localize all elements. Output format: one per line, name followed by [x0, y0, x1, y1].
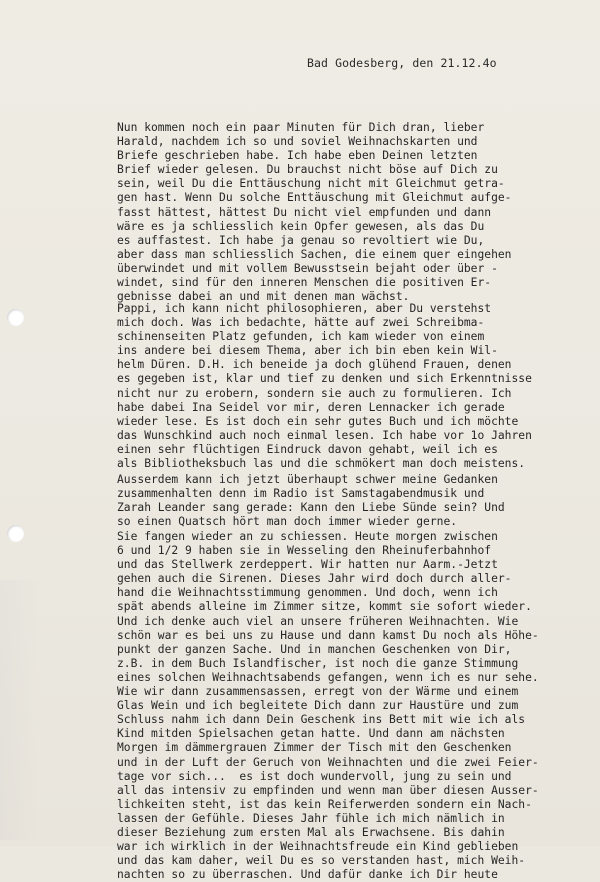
text-line: Ausserdem kann ich jetzt überhaupt schwer meine Gedanken — [117, 473, 498, 486]
text-line: es gegeben ist, klar und tief zu denken und sich Erkenntnisse — [117, 372, 532, 386]
text-line: hand die Weihnachtsstimmung genommen. Und doch, wenn ich — [117, 586, 498, 600]
text-line: war ich wirklich in der Weihnachtsfreude ein Kind geblieben — [117, 840, 519, 854]
text-line: 6 und 1/2 9 haben sie in Wesseling den Rheinuferbahnhof — [117, 544, 492, 558]
text-line: helm Düren. D.H. ich beneide ja doch glühend Frauen, denen — [117, 358, 512, 372]
text-line: gen hast. Wenn Du solche Enttäuschung mit Gleichmut aufge- — [117, 191, 512, 205]
text-line: ins andere bei diesem Thema, aber ich bin eben kein Wil- — [117, 344, 498, 358]
text-line: das Wunschkind auch noch einmal lesen. Ich habe vor 1o Jahren — [117, 428, 532, 442]
text-line: wieder lese. Es ist doch ein sehr gutes Buch und ich möchte — [117, 414, 519, 428]
text-line: Pappi, ich kann nicht philosophieren, aber Du verstehst — [117, 302, 492, 315]
text-line: nicht nur zu erobern, sondern sie auch zu formulieren. Ich — [117, 386, 512, 400]
text-line: Wie wir dann zusammensassen, erregt von der Wärme und einem — [117, 685, 519, 699]
paragraph-1 — [117, 121, 593, 304]
text-line: punkt der ganzen Sache. Und in manchen Geschenken von Dir, — [117, 642, 512, 656]
text-line: überwindet und mit vollem Bewusstsein bejaht oder über - — [117, 261, 498, 275]
text-line: fasst hättest, hättest Du nicht viel empfunden und dann — [117, 205, 492, 219]
text-line: Morgen im dämmergrauen Zimmer der Tisch mit den Geschenken — [117, 741, 512, 755]
text-line: Glas Wein und ich begleitete Dich dann zur Haustüre und zum — [117, 699, 519, 713]
paragraph-3 — [117, 473, 593, 529]
text-line: lassen der Gefühle. Dieses Jahr fühle ich mich nämlich in — [117, 811, 505, 825]
text-line: und das Stellwerk zerdeppert. Wir hatten nur Aarm.-Jetzt — [117, 558, 498, 572]
text-line: gebnisse dabei an und mit denen man wächst. — [117, 290, 410, 304]
text-line: wäre es ja schliesslich kein Opfer gewesen, als das Du — [117, 219, 485, 233]
text-line: all das intensiv zu empfinden und wenn man über diesen Ausser- — [117, 783, 539, 797]
text-line: zusammenhalten denn im Radio ist Samstagabendmusik und — [117, 487, 485, 501]
text-line: habe dabei Ina Seidel vor mir, deren Lennacker ich gerade — [117, 400, 505, 414]
paragraph-2 — [117, 302, 593, 471]
text-line: so einen Quatsch hört man doch immer wieder gerne. — [117, 515, 458, 529]
text-line: aber dass man schliesslich Sachen, die einem quer eingehen — [117, 247, 512, 261]
punch-hole-top — [7, 309, 24, 326]
text-line: gehen auch die Sirenen. Dieses Jahr wird doch durch aller- — [117, 572, 512, 586]
paper-bleed-through — [0, 580, 40, 840]
text-line: schön war es bei uns zu Hause und dann kamst Du noch als Höhe- — [117, 628, 539, 642]
text-line: Kind mitden Spielsachen getan hatte. Und dann am nächsten — [117, 727, 505, 741]
text-line: und das kam daher, weil Du es so verstanden hast, mich Weih- — [117, 854, 526, 868]
text-line: eines solchen Weihnachtsabends gefangen, wenn ich es nur sehe. — [117, 670, 539, 684]
text-line: Briefe geschrieben habe. Ich habe eben Deinen letzten — [117, 149, 478, 163]
text-line: lichkeiten steht, ist das kein Reiferwerden sondern ein Nach- — [117, 797, 532, 811]
text-line: z.B. in dem Buch Islandfischer, ist noch die ganze Stimmung — [117, 656, 519, 670]
text-line: schinenseiten Platz gefunden, ich kam wieder von einem — [117, 330, 485, 344]
text-line: nachten so zu überraschen. Und dafür danke ich Dir heute — [117, 868, 498, 882]
text-line: Brief wieder gelesen. Du brauchst nicht böse auf Dich zu — [117, 163, 498, 177]
text-line: Sie fangen wieder an zu schiessen. Heute morgen zwischen — [117, 530, 498, 543]
text-line: windet, sind für den inneren Menschen die positiven Er- — [117, 276, 492, 290]
text-line: Harald, nachdem ich so und soviel Weihnachskarten und — [117, 135, 478, 149]
text-line: Schluss nahm ich dann Dein Geschenk ins Bett mit wie ich als — [117, 713, 526, 727]
text-line: Nun kommen noch ein paar Minuten für Dich dran, lieber — [117, 121, 485, 134]
text-line: Zarah Leander sang gerade: Kann den Liebe Sünde sein? Und — [117, 501, 505, 515]
text-line: tage vor sich... es ist doch wundervoll, jung zu sein und — [117, 769, 512, 783]
punch-hole-bottom — [7, 525, 24, 542]
text-line: sein, weil Du die Enttäuschung nicht mit Gleichmut getra- — [117, 177, 505, 191]
text-line: dieser Beziehung zum ersten Mal als Erwachsene. Bis dahin — [117, 825, 505, 839]
text-line: Und ich denke auch viel an unsere früheren Weihnachten. Wie — [117, 614, 519, 628]
text-line: mich doch. Was ich bedachte, hätte auf zwei Schreibma- — [117, 316, 485, 330]
paragraph-4 — [117, 530, 593, 882]
text-line: einen sehr flüchtigen Eindruck davon gehabt, weil ich es — [117, 442, 498, 456]
text-line: als Bibliotheksbuch las und die schmökert man doch meistens. — [117, 457, 526, 471]
text-line: und in der Luft der Geruch von Weihnachten und die zwei Feier- — [117, 755, 539, 769]
text-line: es auffastest. Ich habe ja genau so revoltiert wie Du, — [117, 233, 485, 247]
text-line: spät abends alleine im Zimmer sitze, kommt sie sofort wieder. — [117, 600, 532, 614]
date-line: Bad Godesberg, den 21.12.4o — [307, 56, 497, 70]
